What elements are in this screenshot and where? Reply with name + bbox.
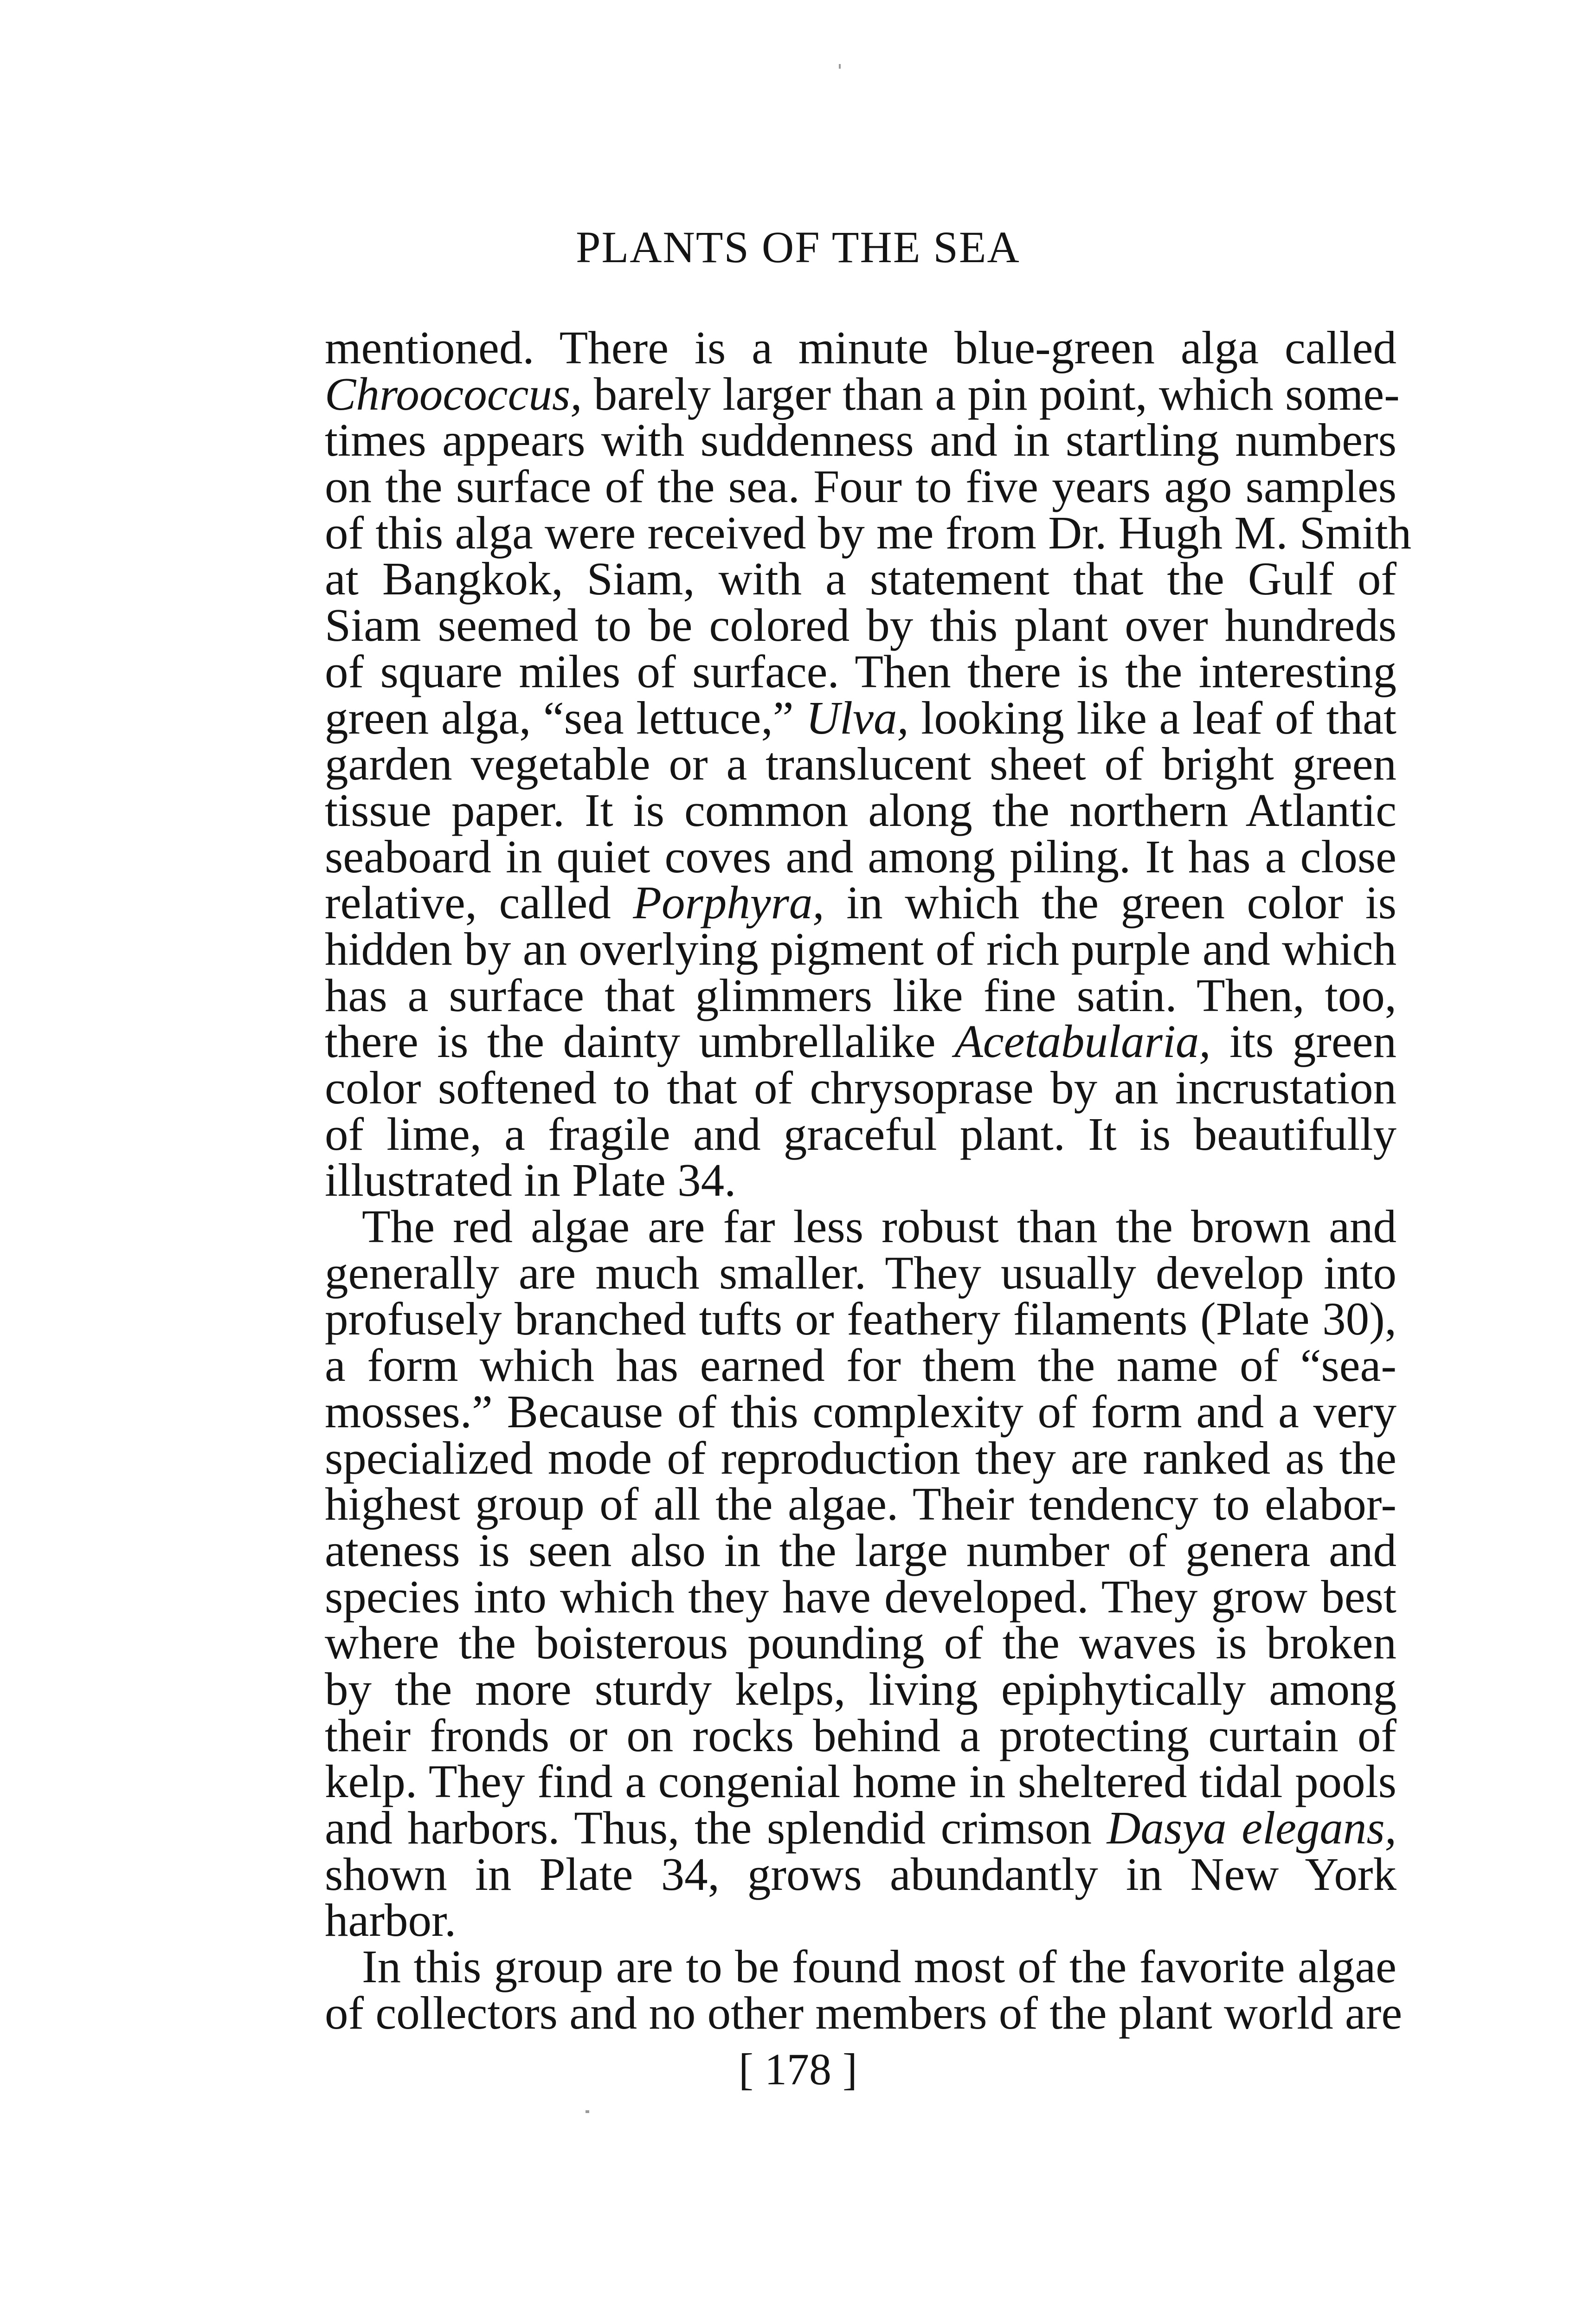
text-run: hidden by an overlying pigment of rich purple and which	[325, 922, 1396, 975]
text-line	[325, 922, 1396, 975]
text-line	[325, 1339, 1396, 1392]
text-line	[325, 1617, 1396, 1669]
text-run: of lime, a fragile and graceful plant. It is beautifully	[325, 1108, 1396, 1160]
text-run: garden vegetable or a translucent sheet of bright green	[325, 738, 1396, 790]
text-line	[325, 1246, 1396, 1299]
text-line	[325, 1524, 1396, 1576]
text-run: of this alga were received by me from Dr. Hugh M. Smith	[325, 506, 1412, 559]
text-line	[325, 1940, 1396, 1993]
text-line	[325, 645, 1396, 697]
italic-taxon: Porphyra,	[633, 876, 824, 929]
italic-taxon: Ulva,	[806, 691, 909, 744]
text-run: at Bangkok, Siam, with a statement that the Gulf of	[325, 553, 1396, 605]
text-line	[325, 1108, 1396, 1160]
text-line	[325, 1431, 1396, 1484]
text-line	[325, 322, 1396, 374]
text-line	[325, 1015, 1397, 1068]
italic-taxon: Chroococcus,	[325, 367, 582, 420]
text-run: a form which has earned for them the name of “sea-	[325, 1339, 1396, 1392]
margin-speck	[586, 2110, 589, 2113]
text-line	[325, 1755, 1396, 1808]
text-line	[325, 1385, 1396, 1437]
text-run: there is the dainty umbrellalike	[325, 1015, 955, 1068]
text-line	[325, 691, 1396, 744]
text-line	[325, 1293, 1396, 1345]
text-run: barely larger than a pin point, which some-	[582, 367, 1400, 420]
page-title: PLANTS OF THE SEA	[576, 222, 1020, 272]
text-line	[325, 1570, 1396, 1623]
margin-speck	[839, 64, 841, 69]
text-run: on the surface of the sea. Four to five years ago samples	[325, 460, 1396, 513]
text-line	[325, 1478, 1396, 1530]
page-number: [ 178 ]	[739, 2044, 857, 2094]
body-text	[325, 322, 1412, 2039]
text-run: green alga, “sea lettuce,”	[325, 691, 806, 744]
italic-taxon: Dasya elegans,	[1107, 1802, 1396, 1854]
text-line	[325, 599, 1396, 651]
text-line	[325, 553, 1396, 605]
text-line	[325, 506, 1412, 559]
text-run: and harbors. Thus, the splendid crimson	[325, 1802, 1107, 1854]
text-run: in which the green color is	[824, 876, 1396, 929]
text-run: generally are much smaller. They usually develop into	[325, 1246, 1396, 1299]
text-line	[325, 1663, 1396, 1715]
text-line	[325, 367, 1400, 420]
text-line	[325, 414, 1396, 466]
text-run: seaboard in quiet coves and among piling. It has a close	[325, 830, 1396, 883]
text-line	[325, 876, 1396, 929]
text-run: tissue paper. It is common along the northern Atlantic	[325, 784, 1396, 836]
text-run: has a surface that glimmers like fine satin. Then, too,	[325, 969, 1396, 1021]
text-run: kelp. They find a congenial home in sheltered tidal pools	[325, 1755, 1396, 1808]
text-run: their fronds or on rocks behind a protecting curtain of	[325, 1709, 1396, 1761]
text-run: specialized mode of reproduction they are ranked as the	[325, 1431, 1396, 1484]
text-line	[325, 1709, 1396, 1761]
text-run: of square miles of surface. Then there is the interesting	[325, 645, 1396, 697]
text-run: color softened to that of chrysoprase by an incrustation	[325, 1062, 1396, 1114]
text-run: Siam seemed to be colored by this plant over hundreds	[325, 599, 1396, 651]
text-run: times appears with suddenness and in startling numbers	[325, 414, 1396, 466]
text-run: ateness is seen also in the large number of genera and	[325, 1524, 1396, 1576]
text-line	[325, 784, 1396, 836]
text-run: looking like a leaf of that	[908, 691, 1396, 744]
text-line	[325, 1154, 1396, 1206]
text-line	[325, 1062, 1396, 1114]
text-run: relative, called	[325, 876, 633, 929]
text-run: In this group are to be found most of the favorite algae	[362, 1940, 1396, 1993]
text-run: profusely branched tufts or feathery filaments (Plate 30),	[325, 1293, 1396, 1345]
text-run: its green	[1210, 1015, 1397, 1068]
text-line	[325, 1848, 1396, 1900]
text-line	[325, 1894, 1396, 1946]
text-run: by the more sturdy kelps, living epiphytically among	[325, 1663, 1396, 1715]
text-line	[325, 1986, 1403, 2039]
text-line	[325, 830, 1396, 883]
italic-taxon: Acetabularia,	[954, 1015, 1211, 1068]
text-run: where the boisterous pounding of the waves is broken	[325, 1617, 1396, 1669]
text-run: of collectors and no other members of the plant world are	[325, 1986, 1403, 2039]
text-line	[325, 1802, 1396, 1854]
text-run: mosses.” Because of this complexity of form and a very	[325, 1385, 1396, 1437]
text-run: highest group of all the algae. Their tendency to elabor-	[325, 1478, 1396, 1530]
text-line	[325, 969, 1396, 1021]
text-run: The red algae are far less robust than the brown and	[362, 1200, 1396, 1253]
text-run: species into which they have developed. They grow best	[325, 1570, 1396, 1623]
text-run: shown in Plate 34, grows abundantly in New York	[325, 1848, 1396, 1900]
text-line	[325, 738, 1396, 790]
text-line	[325, 460, 1396, 513]
text-run: mentioned. There is a minute blue-green alga called	[325, 322, 1396, 374]
text-run: illustrated in Plate 34.	[325, 1154, 736, 1206]
text-line	[325, 1200, 1396, 1253]
text-run: harbor.	[325, 1894, 457, 1946]
